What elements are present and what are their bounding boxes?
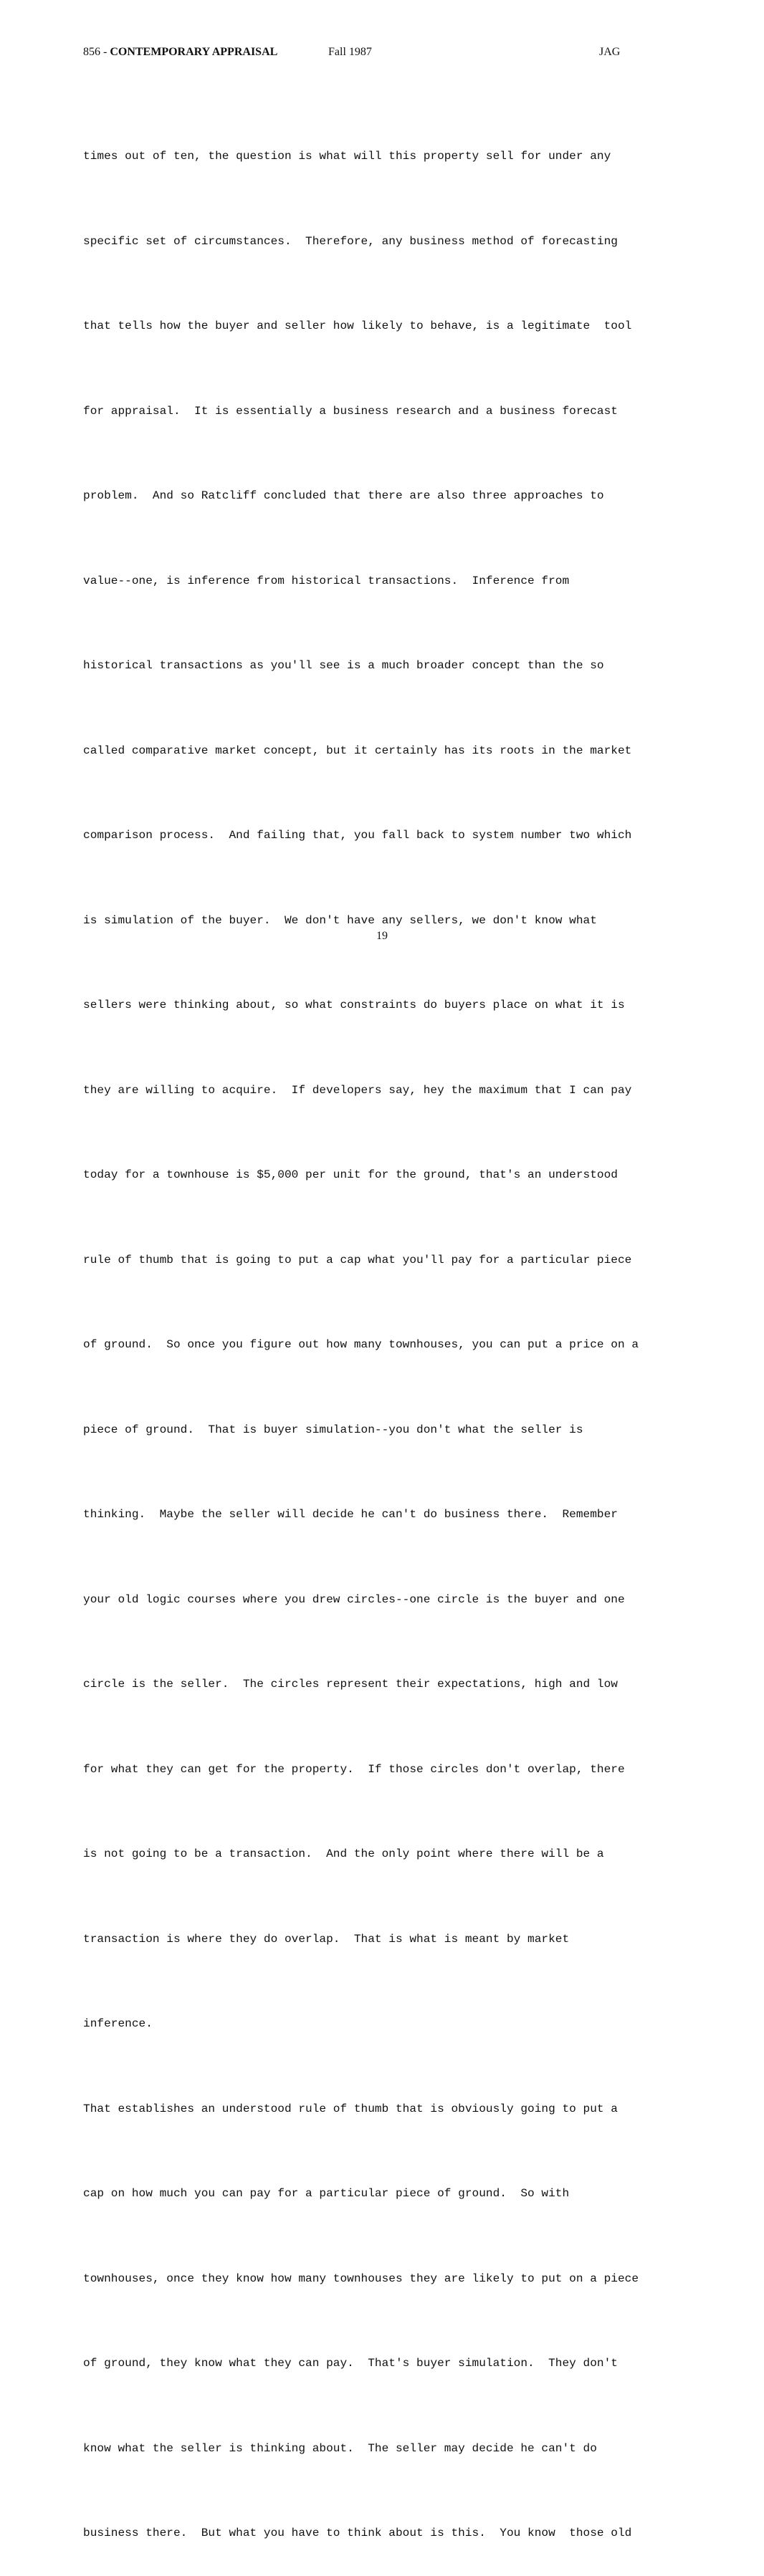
text-line: specific set of circumstances. Therefore, any business method of forecasting	[83, 234, 618, 248]
text-line: That establishes an understood rule of thumb that is obviously going to put a	[83, 2102, 618, 2115]
text-line: circle is the seller. The circles represent their expectations, high and low	[83, 1678, 618, 1691]
text-line: cap on how much you can pay for a particular piece of ground. So with	[83, 2187, 570, 2200]
text-line: for appraisal. It is essentially a business research and a business forecast	[83, 404, 618, 418]
text-line: today for a townhouse is $5,000 per unit for the ground, that's an understood	[83, 1168, 618, 1181]
text-line: townhouses, once they know how many townhouses they are likely to put on a piece	[83, 2272, 639, 2285]
text-line: comparison process. And failing that, you fall back to system number two which	[83, 829, 632, 842]
text-line: inference.	[83, 2017, 153, 2030]
author-initials: JAG	[599, 46, 621, 58]
text-line: that tells how the buyer and seller how likely to behave, is a legitimate tool	[83, 319, 632, 332]
course-name: CONTEMPORARY APPRAISAL	[110, 46, 278, 58]
text-line: is simulation of the buyer. We don't have any sellers, we don't know what	[83, 913, 597, 927]
course-number: 856 -	[83, 46, 110, 58]
page-header	[83, 44, 628, 62]
text-line: your old logic courses where you drew circles--one circle is the buyer and one	[83, 1592, 625, 1606]
text-line: thinking. Maybe the seller will decide he can't do business there. Remember	[83, 1508, 618, 1521]
text-line: of ground, they know what they can pay. That's buyer simulation. They don't	[83, 2357, 618, 2370]
course-title	[83, 44, 277, 60]
text-line: is not going to be a transaction. And the only point where there will be a	[83, 1847, 604, 1860]
text-line: problem. And so Ratcliff concluded that there are also three approaches to	[83, 489, 604, 502]
text-line: piece of ground. That is buyer simulation--you don't what the seller is	[83, 1423, 583, 1436]
text-line: of ground. So once you figure out how many townhouses, you can put a price on a	[83, 1338, 639, 1351]
text-line: value--one, is inference from historical transactions. Inference from	[83, 574, 570, 587]
course-term: Fall 1987	[328, 46, 372, 58]
text-line: know what the seller is thinking about. The seller may decide he can't do	[83, 2441, 597, 2455]
text-line: called comparative market concept, but it certainly has its roots in the market	[83, 744, 632, 757]
page-number: 19	[376, 930, 388, 942]
text-line: rule of thumb that is going to put a cap what you'll pay for a particular piece	[83, 1253, 632, 1267]
text-line: for what they can get for the property. If those circles don't overlap, there	[83, 1762, 625, 1776]
text-line: historical transactions as you'll see is a much broader concept than the so	[83, 659, 604, 672]
text-line: times out of ten, the question is what will this property sell for under any	[83, 150, 611, 163]
text-line: transaction is where they do overlap. That is what is meant by market	[83, 1932, 570, 1946]
text-line: they are willing to acquire. If developers say, hey the maximum that I can pay	[83, 1083, 632, 1097]
text-line: business there. But what you have to think about is this. You know those old	[83, 2527, 632, 2539]
text-line: sellers were thinking about, so what constraints do buyers place on what it is	[83, 999, 625, 1011]
transcript-body	[83, 86, 685, 2576]
